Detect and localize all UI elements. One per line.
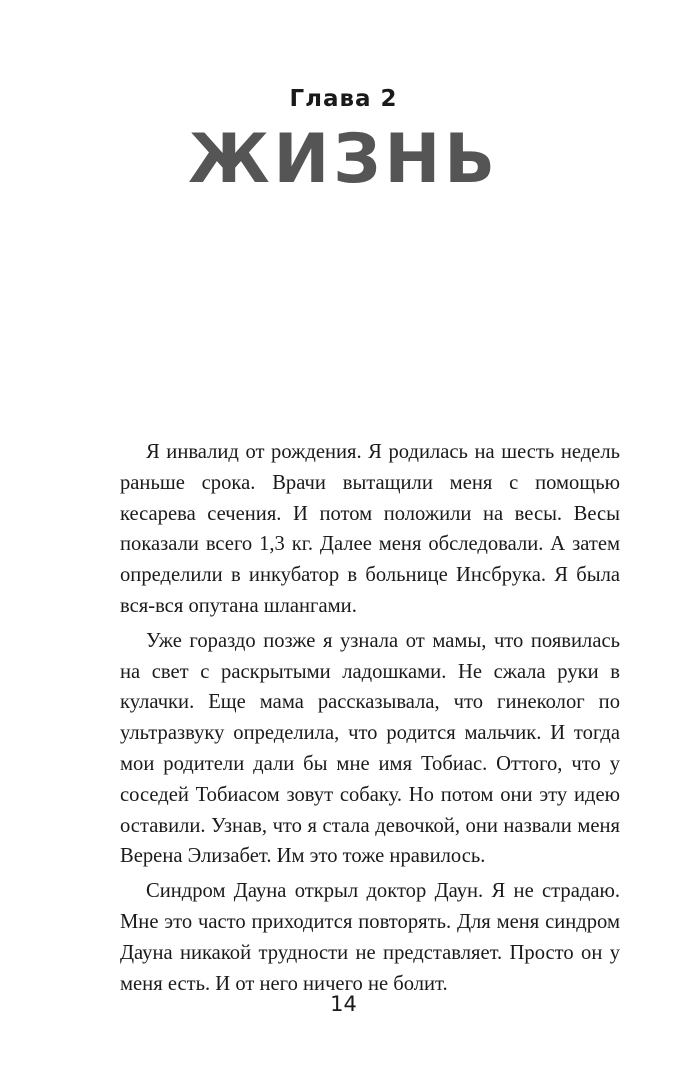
paragraph: Я инвалид от рождения. Я родилась на шесть недель раньше срока. Врачи вытащили меня с помощью кесарева сечения. И потом положили на весы. Весы показали всего 1,3 кг. Далее меня обследовали. А затем определили в инкубатор в больнице Инсбрука. Я была вся-вся опутана шлангами.	[120, 441, 620, 617]
chapter-title: ЖИЗНЬ	[188, 120, 499, 199]
chapter-label: Глава 2	[289, 86, 398, 112]
body-text	[120, 437, 620, 1003]
paragraph: Уже гораздо позже я узнала от мамы, что появилась на свет с раскрытыми ладошками. Не сжала руки в кулачки. Еще мама рассказывала, что гинеколог по ультразвуку определила, что родится мальчик. И тогда мои родители дали бы мне имя Тобиас. Оттого, что у соседей Тобиасом зовут собаку. Но потом они эту идею оставили. Узнав, что я стала девочкой, они назвали меня Верена Элизабет. Им это тоже нравилось.	[120, 629, 620, 868]
page-number: 14	[330, 992, 357, 1016]
paragraph: Синдром Дауна открыл доктор Даун. Я не страдаю. Мне это часто приходится повторять. Для меня синдром Дауна никакой трудности не представляет. Просто он у меня есть. И от него ничего не болит.	[120, 880, 620, 995]
